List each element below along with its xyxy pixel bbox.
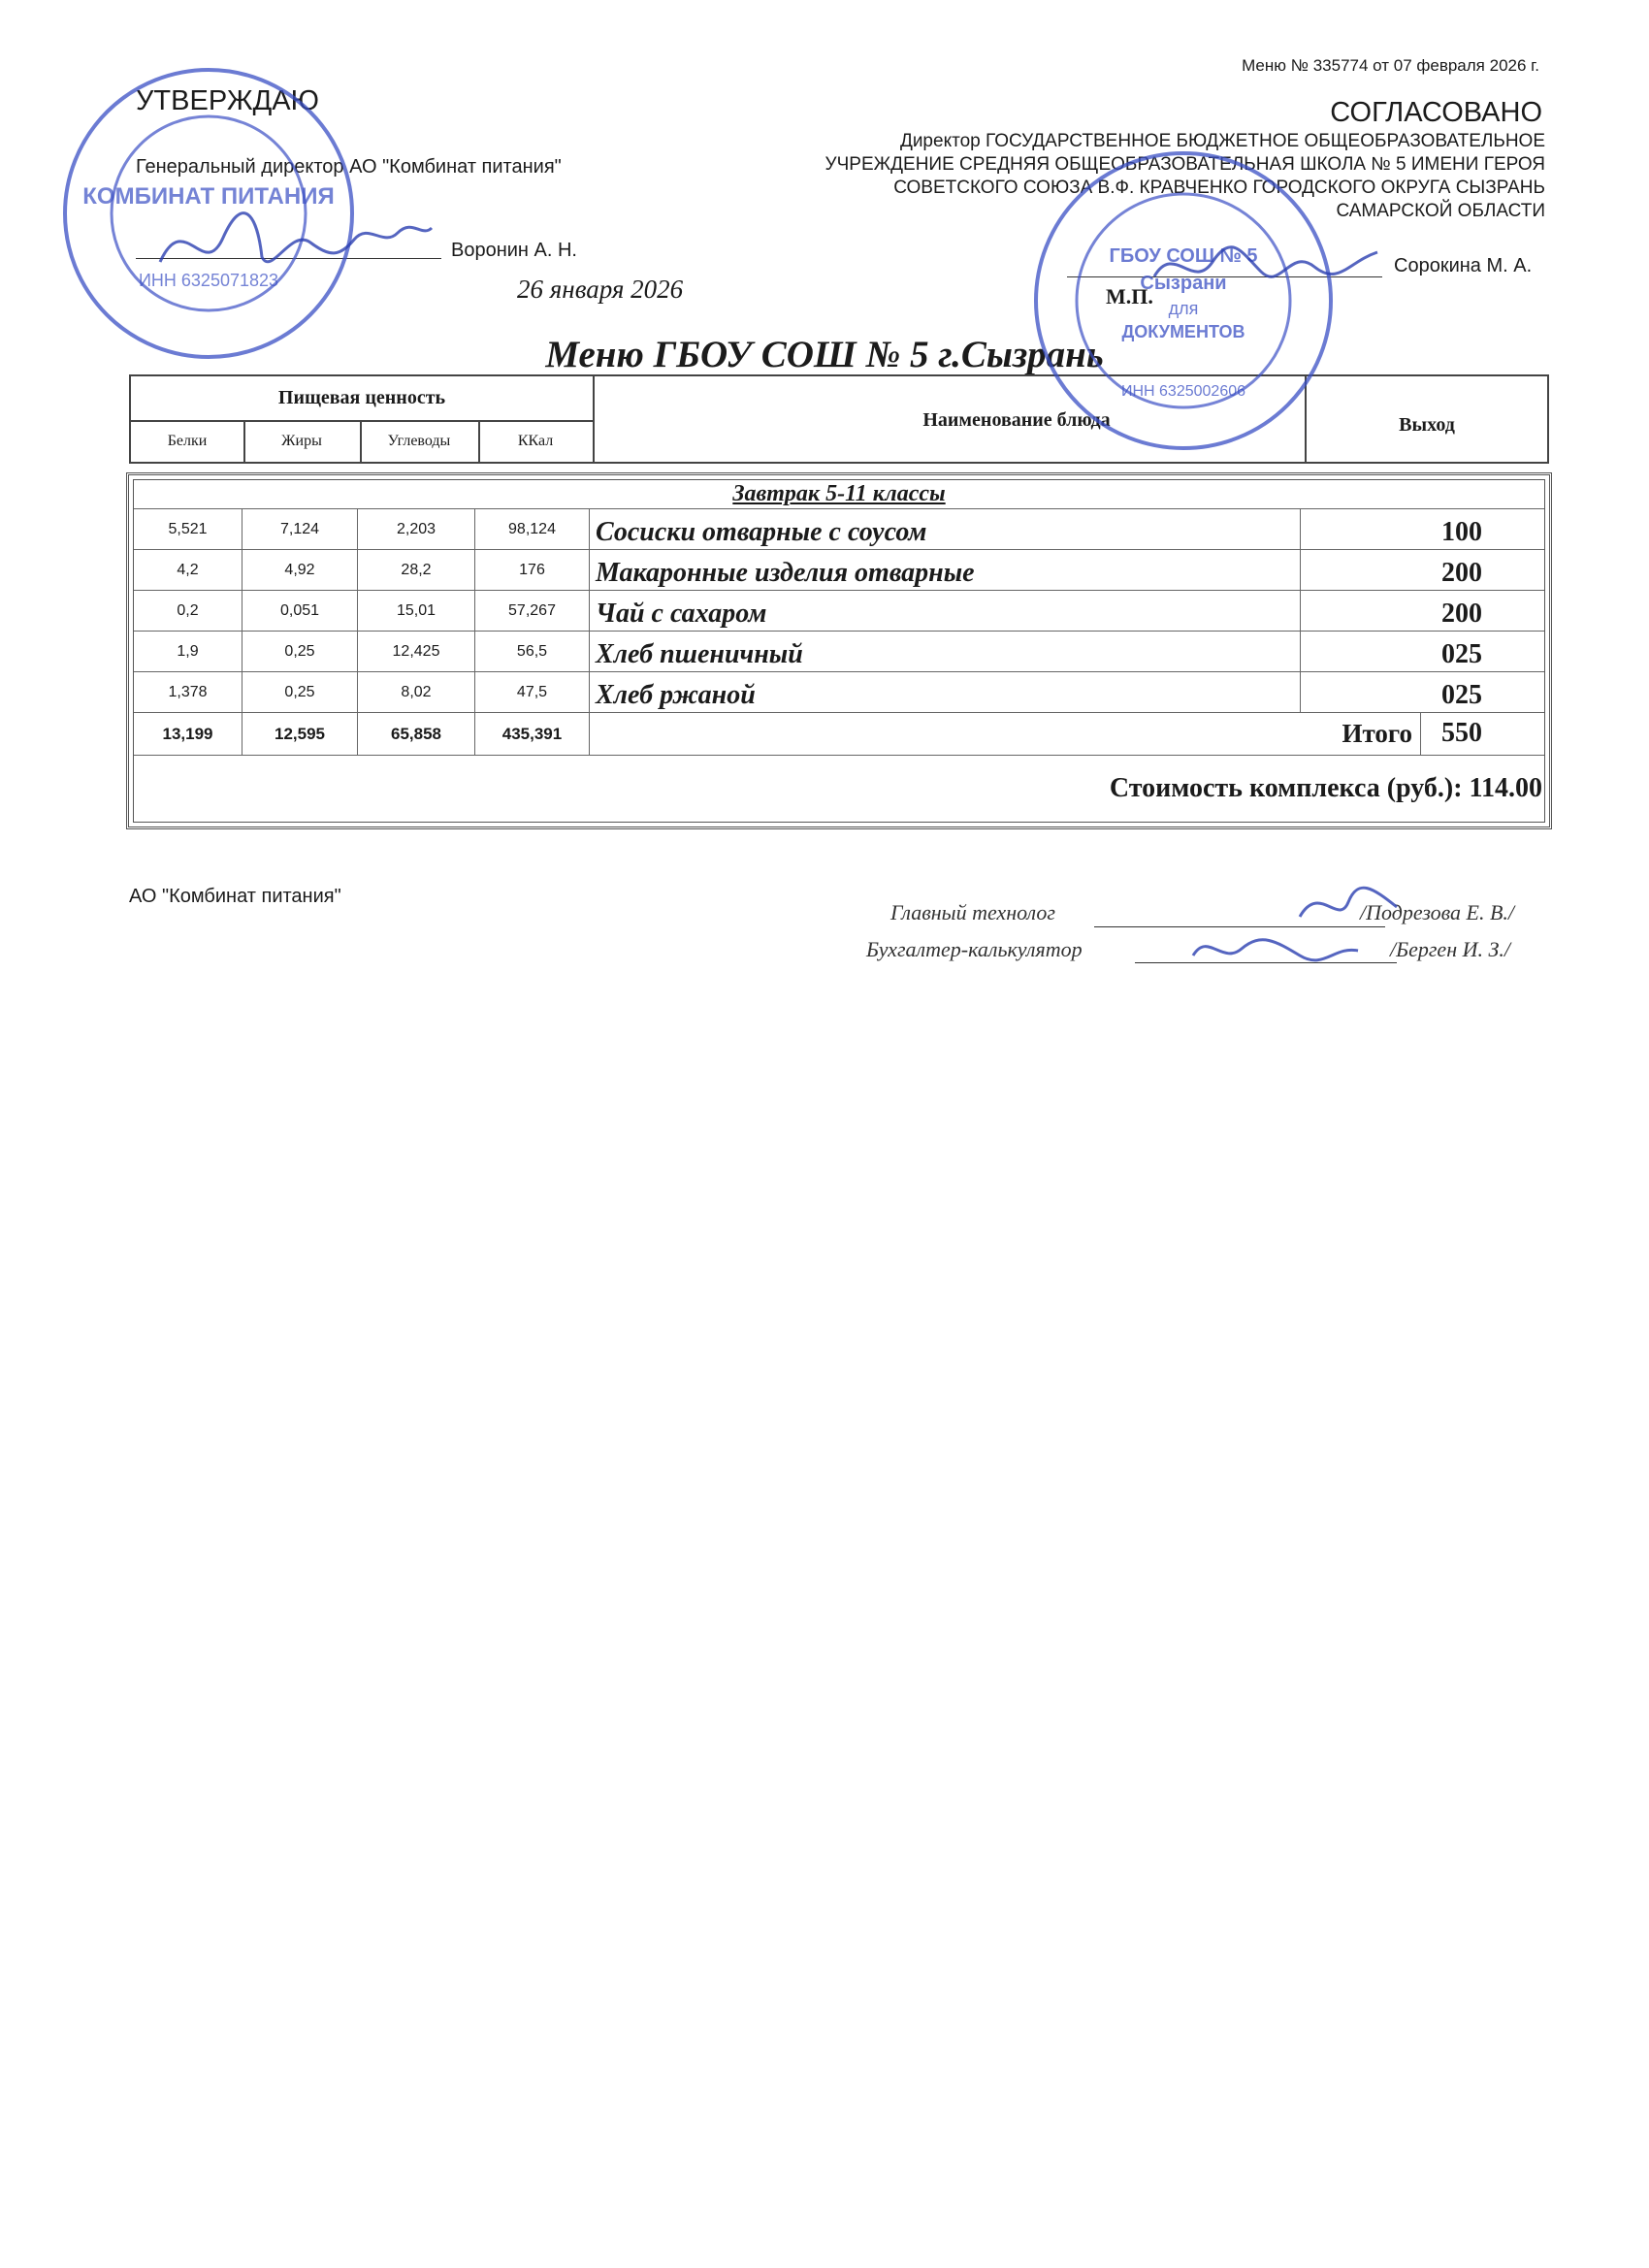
cell-fats: 0,25	[242, 632, 358, 671]
cell-dish: Хлеб пшеничный	[590, 632, 1301, 671]
cell-carbs: 2,203	[358, 509, 475, 549]
footer-organization: АО "Комбинат питания"	[129, 886, 341, 907]
stamp-inn-text: ИНН 6325002606	[1120, 383, 1246, 400]
total-kcal: 435,391	[475, 713, 590, 755]
stamp-for-text: для	[1168, 299, 1199, 318]
agreed-signature	[1145, 233, 1397, 301]
yield-header: Выход	[1399, 413, 1455, 436]
stamp-inn-text: ИНН 6325071823	[138, 271, 279, 290]
cell-carbs: 8,02	[358, 672, 475, 712]
cell-dish: Хлеб ржаной	[590, 672, 1301, 712]
cell-carbs: 28,2	[358, 550, 475, 590]
cell-fats: 0,25	[242, 672, 358, 712]
document-title: Меню ГБОУ СОШ № 5 г.Сызрань	[545, 334, 1104, 375]
cell-yield: 025	[1441, 680, 1482, 710]
table-row	[134, 672, 1544, 713]
approve-date: 26 января 2026	[517, 275, 684, 304]
total-label: Итого	[590, 713, 1421, 755]
technologist-name: /Подрезова Е. В./	[1360, 900, 1514, 924]
column-fats: Жиры	[281, 433, 322, 449]
cell-proteins: 5,521	[134, 509, 242, 549]
accountant-label: Бухгалтер-калькулятор	[866, 937, 1083, 961]
total-proteins: 13,199	[134, 713, 242, 755]
cell-fats: 7,124	[242, 509, 358, 549]
agreed-line-1: Директор ГОСУДАРСТВЕННОЕ БЮДЖЕТНОЕ ОБЩЕОБРАЗОВАТЕЛЬНОЕ	[899, 131, 1545, 151]
cell-dish: Макаронные изделия отварные	[590, 550, 1301, 590]
cell-dish: Чай с сахаром	[590, 591, 1301, 631]
column-kcal: ККал	[517, 433, 554, 449]
school-stamp	[1028, 146, 1339, 456]
cell-carbs: 12,425	[358, 632, 475, 671]
cell-kcal: 47,5	[475, 672, 590, 712]
cell-yield: 025	[1441, 639, 1482, 669]
agreed-name: Сорокина М. А.	[1394, 255, 1533, 276]
cell-kcal: 176	[475, 550, 590, 590]
menu-number: Меню № 335774 от 07 февраля 2026 г.	[1242, 56, 1539, 75]
cell-fats: 0,051	[242, 591, 358, 631]
approve-name: Воронин А. Н.	[451, 240, 577, 261]
column-proteins: Белки	[167, 433, 208, 449]
cell-kcal: 56,5	[475, 632, 590, 671]
menu-table	[126, 472, 1552, 829]
stamp-docs-text: ДОКУМЕНТОВ	[1121, 322, 1245, 341]
cell-carbs: 15,01	[358, 591, 475, 631]
total-fats: 12,595	[242, 713, 358, 755]
accountant-name: /Берген И. З./	[1390, 937, 1511, 961]
cell-kcal: 98,124	[475, 509, 590, 549]
agreed-line-3: СОВЕТСКОГО СОЮЗА В.Ф. КРАВЧЕНКО ГОРОДСКОГО ОКРУГА СЫЗРАНЬ	[893, 178, 1545, 198]
section-title: Завтрак 5-11 классы	[732, 481, 946, 506]
total-carbs: 65,858	[358, 713, 475, 755]
stamp-center-text: КОМБИНАТ ПИТАНИЯ	[82, 183, 335, 210]
stamp-city-text: Сызрани	[1140, 273, 1227, 294]
nutrition-header: Пищевая ценность	[277, 387, 446, 408]
table-row	[134, 550, 1544, 591]
column-carbs: Углеводы	[387, 433, 451, 449]
cell-proteins: 4,2	[134, 550, 242, 590]
agreed-title: СОГЛАСОВАНО	[1330, 97, 1542, 128]
approve-title: УТВЕРЖДАЮ	[136, 85, 319, 116]
approve-position: Генеральный директор АО "Комбинат питания"	[136, 156, 562, 178]
cell-proteins: 0,2	[134, 591, 242, 631]
cell-proteins: 1,378	[134, 672, 242, 712]
cell-kcal: 57,267	[475, 591, 590, 631]
total-row	[134, 713, 1544, 756]
table-row	[134, 509, 1544, 550]
director-signature	[146, 189, 436, 296]
seal-place-label: М.П.	[1106, 284, 1153, 308]
table-row	[134, 632, 1544, 672]
cell-proteins: 1,9	[134, 632, 242, 671]
table-row	[134, 591, 1544, 632]
stamp-school-text: ГБОУ СОШ № 5	[1109, 245, 1258, 267]
technologist-label: Главный технолог	[890, 900, 1056, 924]
section-row	[134, 480, 1544, 509]
cell-yield: 200	[1441, 599, 1482, 629]
cell-fats: 4,92	[242, 550, 358, 590]
agreed-line-2: УЧРЕЖДЕНИЕ СРЕДНЯЯ ОБЩЕОБРАЗОВАТЕЛЬНАЯ ШКОЛА № 5 ИМЕНИ ГЕРОЯ	[824, 154, 1545, 175]
cell-yield: 100	[1441, 517, 1482, 547]
total-yield: 550	[1441, 718, 1482, 748]
agreed-line-4: САМАРСКОЙ ОБЛАСТИ	[1336, 201, 1545, 221]
cell-dish: Сосиски отварные с соусом	[590, 509, 1301, 549]
dish-header: Наименование блюда	[922, 408, 1111, 431]
cost-row: Стоимость комплекса (руб.): 114.00	[1109, 773, 1542, 803]
cell-yield: 200	[1441, 558, 1482, 588]
accountant-signature	[1183, 922, 1368, 980]
